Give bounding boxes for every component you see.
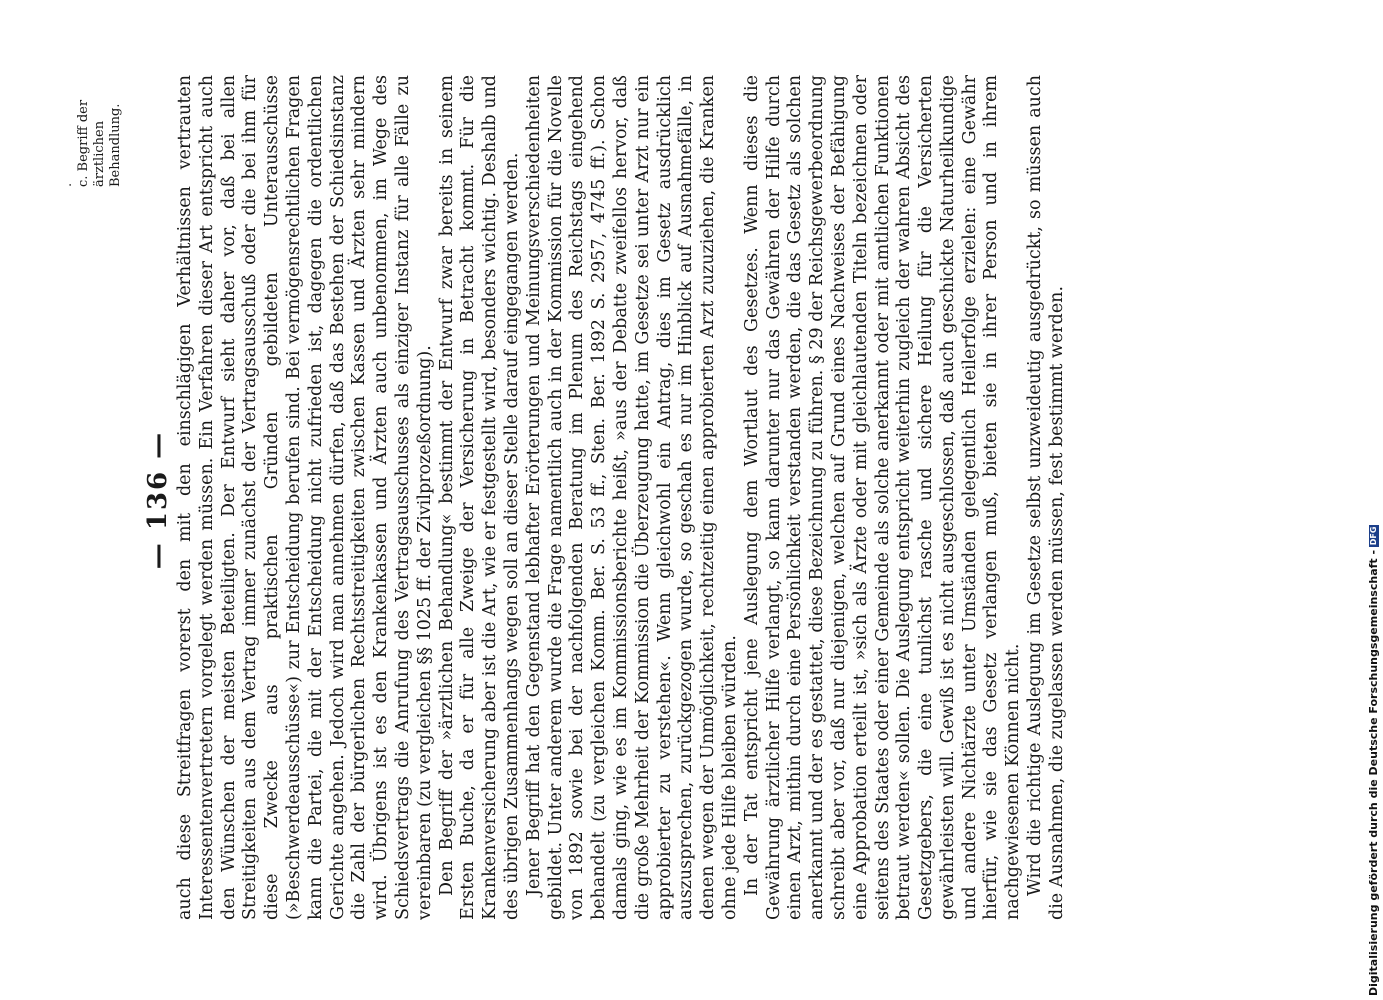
- dfg-logo: DFG: [1369, 526, 1378, 546]
- margin-note-text: c. Begriff der ärztlichen Behandlung.: [76, 99, 123, 187]
- paragraph-4: In der Tat entspricht jene Auslegung dem Wortlaut des Gesetzes. Wenn dieses die Gewährung ärztlicher Hilfe verlangt, so kann darunter nur das Gewähren der Hilfe durch einen Arzt, mithin durch eine Persönlichkeit verstanden werden, die das Gesetz als solchen anerkannt und der es gestattet, diese Bezeichnung zu führen. § 29 der Reichsgewerbeordnung schreibt aber vor, daß nur diejenigen, welchen auf Grund eines Nachweises der Befähigung eine Approbation erteilt ist, »sich als Ärzte oder mit gleichlautenden Titeln bezeichnen oder seitens des Staates oder einer Gemeinde als solche anerkannt oder mit amtlichen Funktionen betraut werden« sollen. Die Auslegung entspricht weiterhin zugleich der wahren Absicht des Gesetzgebers, die eine tunlichst rasche und sichere Heilung für die Versicherten gewährleisten will. Gewiß ist es nicht ausgeschlossen, daß auch geschickte Naturheilkundige und andere Nichtärzte unter Umständen gelegentlich Heilerfolge erzielen: eine Gewähr hierfür, wie sie das Gesetz verlangen muß, bieten sie in ihrer Person und in ihrem nachgewiesenen Können nicht.: [741, 75, 1024, 920]
- footer-text: Digitalisierung gefördert durch die Deutsche Forschungsgemeinschaft -: [1367, 549, 1380, 996]
- page-number: — 136 —: [143, 430, 173, 570]
- paragraph-3: Jener Begriff hat den Gegenstand lebhafter Erörterungen und Meinungsverschiedenheiten gebildet. Unter anderem wurde die Frage namentlich auch in der Kommission für die Novelle von 1892 sowie bei der nachfolgenden Beratung im Plenum des Reichstags eingehend behandelt (zu vergleichen Komm. Ber. S. 53 ff., Sten. Ber. 1892 S. 2957, 4745 ff.). Schon damals ging, wie es im Kommissionsberichte heißt, »aus der Debatte zweifellos hervor, daß die große Mehrheit der Kommission die Überzeugung hatte, im Gesetze sei unter Arzt nur ein approbierter zu verstehen«. Wenn gleichwohl ein Antrag, dies im Gesetz ausdrücklich auszusprechen, zurückgezogen wurde, so geschah es nur im Hinblick auf Ausnahmefälle, in denen wegen der Unmöglichkeit, rechtzeitig einen approbierten Arzt zuzuziehen, die Kranken ohne jede Hilfe bleiben würden.: [523, 75, 740, 920]
- body-text: [175, 75, 1069, 920]
- paragraph-5: Wird die richtige Auslegung im Gesetze selbst unzweideutig ausgedrückt, so müssen auch die Ausnahmen, die zugelassen werden müssen, fest bestimmt werden.: [1025, 75, 1067, 920]
- paragraph-1: auch diese Streitfragen vorerst den mit den einschlägigen Verhältnissen vertrauten Interessentenvertretern vorgelegt werden müssen. Ein Verfahren dieser Art entspricht auch den Wünschen der meisten Beteiligten. Der Entwurf sieht daher vor, daß bei allen Streitigkeiten aus dem Vertrag immer zunächst der Vertragsausschuß oder die bei ihm für diese Zwecke aus praktischen Gründen gebildeten Unterausschüsse (»Beschwerdeausschüsse«) zur Entscheidung berufen sind. Bei vermögensrechtlichen Fragen kann die Partei, die mit der Entscheidung nicht zufrieden ist, dagegen die ordentlichen Gerichte angehen. Jedoch wird man annehmen dürfen, daß das Bestehen der Schiedsinstanz die Zahl der bürgerlichen Rechtsstreitigkeiten zwischen Kassen und Ärzten sehr mindern wird. Übrigens ist es den Krankenkassen und Ärzten auch unbenommen, im Wege des Schiedsvertrags die Anrufung des Vertragsausschusses als einziger Instanz für alle Fälle zu vereinbaren (zu vergleichen §§ 1025 ff. der Zivilprozeßordnung).: [175, 75, 435, 920]
- margin-dot: .: [60, 182, 75, 187]
- paragraph-2: Den Begriff der »ärztlichen Behandlung« bestimmt der Entwurf zwar bereits in seinem Ersten Buche, da er für alle Zweige der Versicherung in Betracht kommt. Für die Krankenversicherung aber ist die Art, wie er festgestellt wird, besonders wichtig. Deshalb und des übrigen Zusammenhangs wegen soll an dieser Stelle darauf eingegangen werden.: [436, 75, 522, 920]
- digitization-footer: [1367, 1, 1380, 996]
- margin-note: [60, 72, 124, 187]
